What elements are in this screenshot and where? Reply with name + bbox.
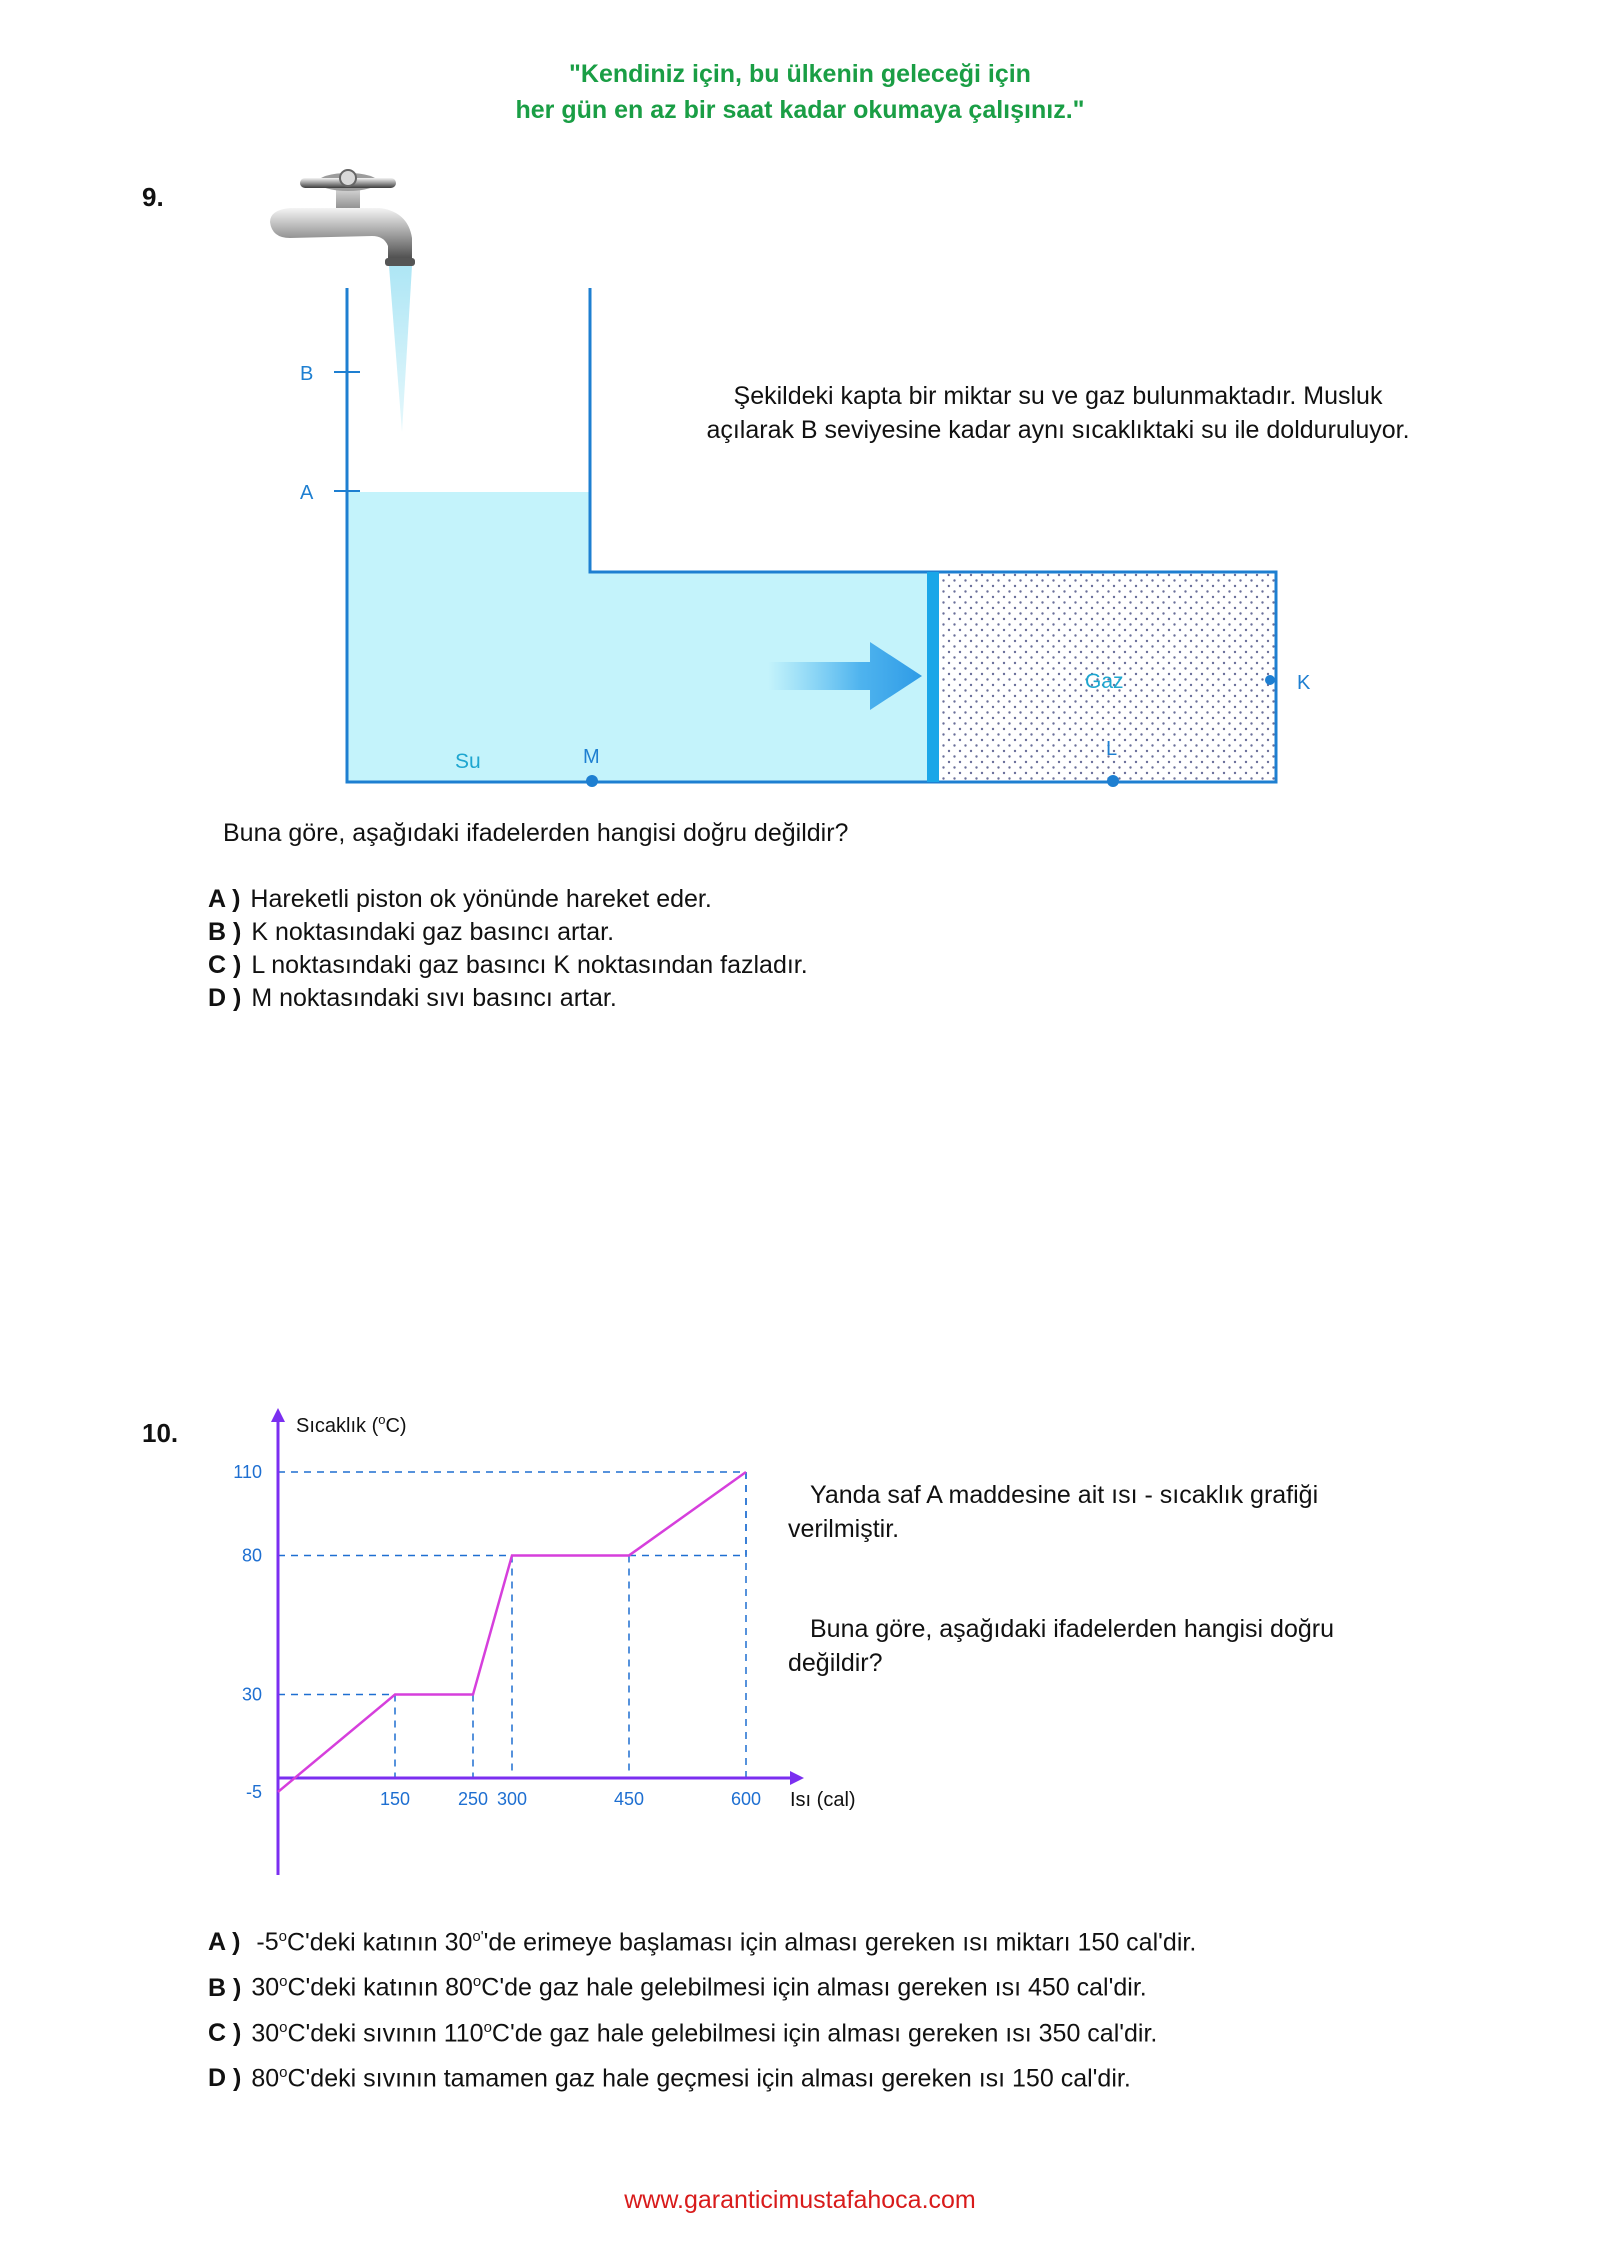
point-l-label: L [1106,738,1118,760]
y-tick-label: 110 [233,1462,262,1482]
degree-mark: o [279,2063,288,2081]
faucet-icon [270,170,415,266]
y-axis-label: Sıcaklık ($^o$C) [296,1412,407,1437]
option-letter: D ) [208,984,242,1012]
x-axis-arrow [790,1771,804,1785]
question-10-number: 10. [142,1418,179,1448]
q10-option-a[interactable] [208,1917,1196,1962]
y-tick-label: 30 [241,1684,262,1705]
degree-mark: o [279,2018,288,2036]
degree-mark: o [483,2018,492,2036]
q10-question-line-1: Buna göre, aşağıdaki ifadelerden hangisi doğru [810,1615,1334,1643]
q10-intro-line-1: Yanda saf A maddesine ait ısı - sıcaklık grafiği [810,1481,1319,1509]
chart-axes [271,1408,804,1875]
y-axis-arrow [271,1408,285,1422]
option-letter: C ) [208,2018,242,2047]
degree-mark: o [278,1928,287,1945]
option-text-mid2: 'de erimeye başlaması için alması gereken ısı miktarı 150 cal'dir. [483,1928,1197,1957]
water-body [347,492,930,782]
motto-line-2: her gün en az bir saat kadar okumaya çalışınız." [515,96,1085,124]
footer-url[interactable]: www.garanticimustafahoca.com [624,2186,976,2214]
option-text-mid1: C'deki katının 30 [286,1928,473,1957]
q10-question [788,1612,1408,1680]
gas-label: Gaz [1085,670,1124,693]
q10-intro-line-2: verilmiştir. [788,1515,900,1543]
option-text-pre: 30 [251,1973,280,2002]
level-b-label: B [300,363,314,385]
q10-intro [788,1478,1408,1546]
x-tick-label: 600 [730,1789,762,1809]
degree-mark: o [472,1973,482,1991]
option-letter: A ) [208,885,241,913]
option-text-pre: -5 [256,1928,279,1957]
q10-option-c[interactable] [208,2008,1196,2053]
y-tick-label: 80 [241,1545,262,1566]
degree-mark: o' [472,1928,484,1945]
option-text-mid2: C'de gaz hale gelebilmesi için alması gereken ısı 450 cal'dir. [481,1973,1147,2002]
option-letter: D ) [208,2064,242,2093]
option-text-mid1: C'deki sıvının tamamen gaz hale geçmesi için alması gereken ısı 150 cal'dir. [287,2064,1131,2093]
water-stream [389,266,412,432]
q9-options [208,880,808,1018]
q10-options [208,1917,1196,2098]
option-letter: B ) [208,918,242,946]
q9-intro-line-2: açılarak B seviyesine kadar aynı sıcaklıktaki su ile dolduruluyor. [706,416,1410,444]
point-l [1107,775,1119,787]
option-text-mid1: C'deki sıvının 110 [287,2018,484,2047]
q9-intro-line-1: Şekildeki kapta bir miktar su ve gaz bulunmaktadır. Musluk [733,382,1383,410]
x-axis-label: Isı (cal) [790,1789,856,1811]
option-letter: B ) [208,1973,242,2002]
option-letter: C ) [208,951,242,979]
point-m [586,775,598,787]
option-text-pre: 30 [251,2018,280,2047]
y-tick-label: -5 [245,1781,262,1802]
motto-line-1: "Kendiniz için, bu ülkenin geleceği için [569,60,1031,88]
piston [927,572,939,782]
option-text-mid1: C'deki katının 80 [287,1973,473,2002]
water-label: Su [455,750,481,773]
x-tick-label: 250 [457,1789,489,1809]
option-text-mid2: C'de gaz hale gelebilmesi için alması gereken ısı 350 cal'dir. [491,2018,1158,2047]
chart-tick-labels [233,1462,761,1809]
degree-mark: o [279,1973,288,1991]
point-k [1265,675,1275,685]
option-text: L noktasındaki gaz basıncı K noktasından fazladır. [251,951,808,979]
q9-question: Buna göre, aşağıdaki ifadelerden hangisi doğru değildir? [223,819,849,847]
option-text-pre: 80 [251,2064,280,2093]
heat-temperature-chart [0,1380,900,1920]
option-text: K noktasındaki gaz basıncı artar. [251,918,615,946]
option-text: M noktasındaki sıvı basıncı artar. [251,984,617,1012]
level-a-label: A [300,482,314,504]
q10-option-b[interactable] [208,1962,1196,2007]
point-m-label: M [583,746,600,768]
option-letter: A ) [208,1928,241,1957]
q10-option-d[interactable] [208,2053,1196,2098]
q10-question-line-2: değildir? [788,1649,883,1677]
x-tick-label: 450 [613,1789,645,1809]
question-9-number: 9. [142,182,164,212]
option-text: Hareketli piston ok yönünde hareket eder. [250,885,712,913]
x-tick-label: 300 [496,1789,528,1809]
point-k-label: K [1297,672,1311,694]
x-tick-label: 150 [379,1789,411,1809]
q9-intro [658,379,1458,447]
